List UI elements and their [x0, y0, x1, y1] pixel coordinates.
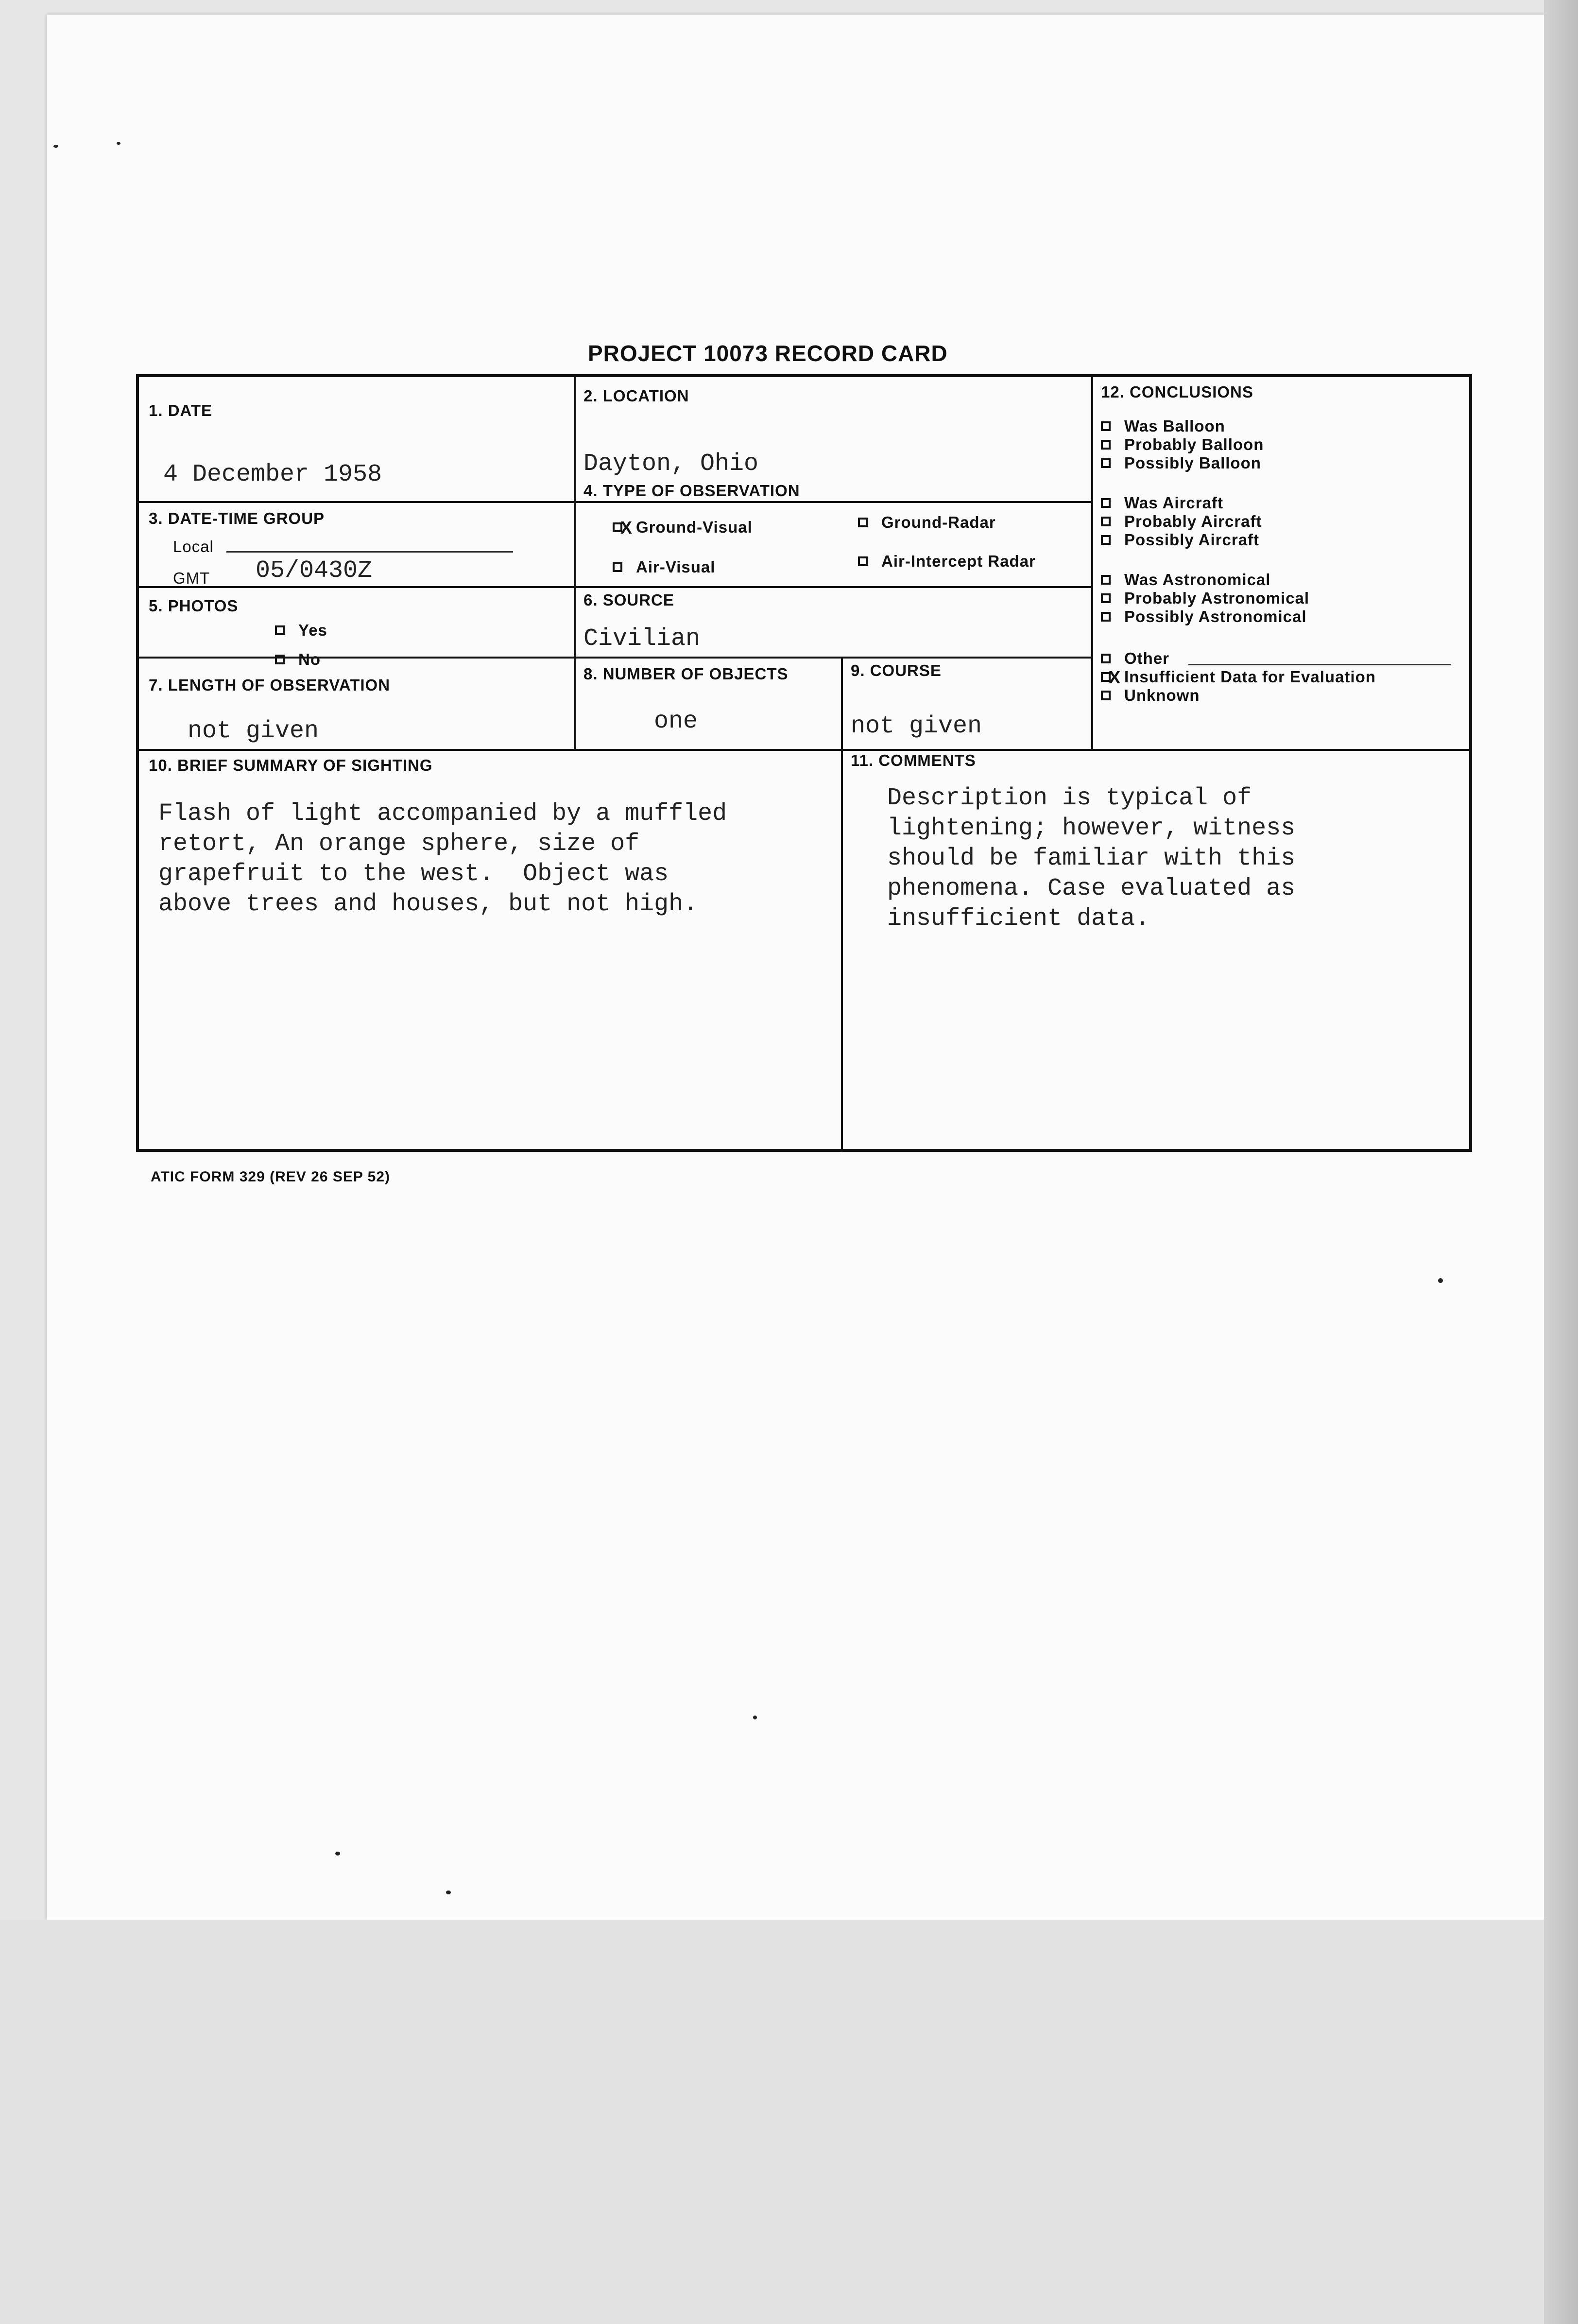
grid-line — [841, 657, 843, 1152]
local-time-label: Local — [173, 538, 214, 555]
option-label: Ground-Radar — [881, 513, 996, 531]
summary-line: retort, An orange sphere, size of — [158, 830, 640, 858]
option-ground-radar[interactable] — [858, 513, 996, 532]
option-label: Was Astronomical — [1124, 571, 1271, 589]
option-label: No — [298, 650, 321, 668]
conclusion-was-aircraft[interactable] — [1101, 494, 1223, 512]
source-value: Civilian — [583, 625, 701, 653]
checkbox[interactable] — [858, 518, 868, 527]
checkbox[interactable] — [1101, 517, 1111, 526]
checkbox[interactable] — [1101, 458, 1111, 468]
scan-speck — [753, 1716, 757, 1719]
scan-speck — [335, 1852, 340, 1856]
gmt-label: GMT — [173, 569, 210, 587]
option-label: Probably Balloon — [1124, 435, 1264, 453]
option-label: Other — [1124, 649, 1170, 667]
grid-line — [139, 749, 1469, 751]
option-label: Possibly Balloon — [1124, 454, 1261, 472]
option-label: Ground-Visual — [636, 518, 753, 536]
date-label: 1. DATE — [149, 401, 213, 419]
num-objects-label: 8. NUMBER OF OBJECTS — [583, 665, 789, 683]
checkbox[interactable] — [1101, 535, 1111, 545]
checkbox[interactable] — [1101, 654, 1111, 663]
background-area — [0, 1920, 1544, 2324]
conclusion-unknown[interactable] — [1101, 686, 1200, 705]
comment-line: Description is typical of — [887, 784, 1252, 812]
date-value: 4 December 1958 — [163, 461, 382, 488]
option-air-visual[interactable] — [613, 558, 715, 576]
length-label: 7. LENGTH OF OBSERVATION — [149, 676, 391, 694]
scan-speck — [53, 145, 58, 148]
comment-line: should be familiar with this — [887, 845, 1296, 872]
conclusion-possibly-astronomical[interactable] — [1101, 607, 1307, 626]
option-label: Yes — [298, 621, 327, 639]
conclusion-probably-aircraft[interactable] — [1101, 512, 1262, 531]
option-label: Possibly Astronomical — [1124, 607, 1307, 625]
checkbox-checked[interactable] — [1101, 672, 1111, 682]
conclusion-possibly-aircraft[interactable] — [1101, 531, 1259, 549]
card-title: PROJECT 10073 RECORD CARD — [588, 341, 948, 366]
other-underline — [1188, 664, 1451, 665]
grid-line — [139, 501, 1091, 503]
conclusions-label: 12. CONCLUSIONS — [1101, 383, 1253, 401]
checkbox[interactable] — [1101, 575, 1111, 585]
checkbox[interactable] — [613, 522, 622, 532]
option-label: Air-Visual — [636, 558, 716, 576]
conclusion-was-balloon[interactable] — [1101, 417, 1225, 435]
checkbox[interactable] — [1101, 593, 1111, 603]
grid-line — [139, 586, 1091, 588]
observation-type-label: 4. TYPE OF OBSERVATION — [583, 482, 800, 500]
course-label: 9. COURSE — [851, 661, 942, 679]
checkbox[interactable] — [275, 625, 285, 635]
checkbox[interactable] — [275, 655, 285, 664]
checkbox[interactable] — [1101, 691, 1111, 700]
option-label: Probably Aircraft — [1124, 512, 1262, 530]
comment-line: lightening; however, witness — [887, 815, 1296, 842]
checkbox[interactable] — [1101, 421, 1111, 431]
source-label: 6. SOURCE — [583, 591, 674, 609]
option-label: Probably Astronomical — [1124, 589, 1310, 607]
option-label: Air-Intercept Radar — [881, 552, 1036, 570]
checkbox[interactable] — [1101, 498, 1111, 508]
location-value: Dayton, Ohio — [583, 450, 759, 478]
option-label: Possibly Aircraft — [1124, 531, 1260, 549]
dtg-label: 3. DATE-TIME GROUP — [149, 509, 325, 527]
conclusion-was-astronomical[interactable] — [1101, 571, 1270, 589]
comment-line: insufficient data. — [887, 905, 1150, 933]
summary-line: above trees and houses, but not high. — [158, 890, 698, 918]
option-ground-visual[interactable] — [613, 518, 753, 537]
summary-line: grapefruit to the west. Object was — [158, 860, 669, 888]
option-label: Insufficient Data for Evaluation — [1124, 668, 1376, 686]
option-photos-no[interactable] — [275, 650, 321, 669]
checkbox[interactable] — [613, 562, 622, 572]
grid-line — [1091, 377, 1093, 749]
comment-line: phenomena. Case evaluated as — [887, 875, 1296, 902]
form-number: ATIC FORM 329 (REV 26 SEP 52) — [151, 1169, 391, 1185]
grid-line — [574, 377, 576, 749]
conclusion-insufficient-data[interactable] — [1101, 668, 1376, 686]
photos-label: 5. PHOTOS — [149, 597, 239, 615]
conclusion-probably-astronomical[interactable] — [1101, 589, 1309, 607]
scan-speck — [446, 1890, 451, 1894]
conclusion-other[interactable] — [1101, 649, 1169, 668]
scan-speck — [1438, 1278, 1443, 1283]
option-label: Unknown — [1124, 686, 1200, 704]
checkbox[interactable] — [1101, 440, 1111, 450]
course-value: not given — [851, 712, 982, 740]
local-time-underline — [226, 551, 513, 553]
checkbox[interactable] — [858, 556, 868, 566]
location-label: 2. LOCATION — [583, 387, 689, 405]
checkbox[interactable] — [1101, 612, 1111, 622]
summary-line: Flash of light accompanied by a muffled — [158, 800, 727, 828]
length-value: not given — [188, 717, 319, 745]
comments-label: 11. COMMENTS — [851, 751, 976, 769]
num-objects-value: one — [654, 708, 698, 735]
conclusion-probably-balloon[interactable] — [1101, 435, 1264, 454]
record-card — [136, 374, 1472, 1152]
conclusion-possibly-balloon[interactable] — [1101, 454, 1261, 472]
option-label: Was Aircraft — [1124, 494, 1223, 512]
option-air-intercept-radar[interactable] — [858, 552, 1036, 571]
summary-label: 10. BRIEF SUMMARY OF SIGHTING — [149, 756, 433, 774]
gmt-value: 05/0430Z — [256, 557, 373, 585]
film-edge — [1544, 0, 1578, 2324]
option-photos-yes[interactable] — [275, 621, 327, 640]
scan-speck — [117, 142, 120, 145]
option-label: Was Balloon — [1124, 417, 1225, 435]
